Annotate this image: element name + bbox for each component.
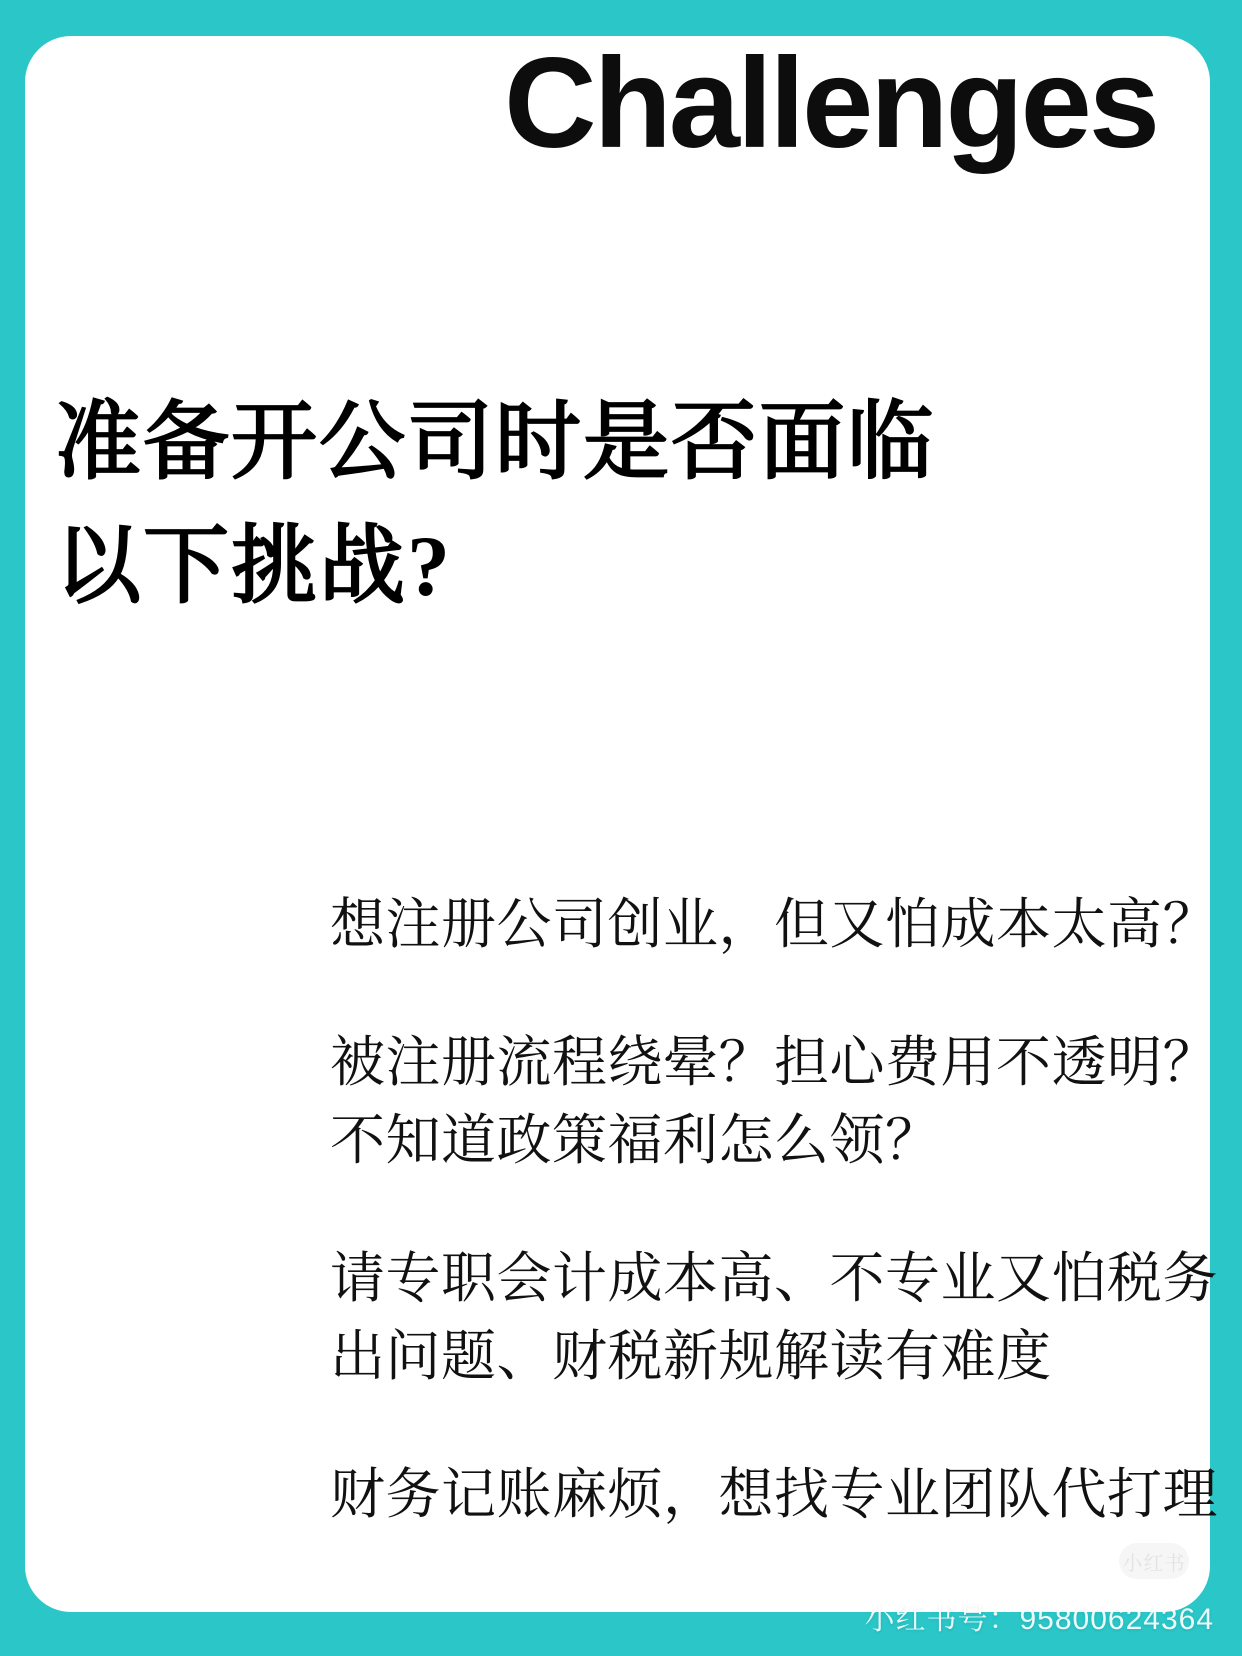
paragraph-line: 被注册流程绕晕？担心费用不透明？: [330, 1031, 1219, 1093]
challenge-paragraph-1: [330, 885, 1218, 963]
main-heading: [55, 380, 935, 628]
paragraph-line: 出问题、财税新规解读有难度: [330, 1325, 1052, 1387]
paragraph-line: 请专职会计成本高、不专业又怕税务: [330, 1247, 1219, 1309]
page-title: Challenges: [504, 32, 1157, 175]
challenge-paragraph-4: [330, 1455, 1218, 1533]
xiaohongshu-account-watermark: 小红书号：95800624364: [864, 1603, 1214, 1636]
challenge-paragraph-3: [330, 1239, 1218, 1395]
paragraph-line: 不知道政策福利怎么领？: [330, 1109, 941, 1171]
heading-line-1: 准备开公司时是否面临: [55, 394, 935, 490]
xiaohongshu-logo-watermark: 小红书: [1119, 1543, 1189, 1579]
paragraph-line: 财务记账麻烦，想找专业团队代打理: [330, 1463, 1219, 1525]
heading-line-2: 以下挑战?: [55, 518, 452, 614]
challenge-paragraph-2: [330, 1023, 1218, 1179]
paragraph-line: 想注册公司创业，但又怕成本太高？: [330, 893, 1219, 955]
challenge-list: [330, 885, 1218, 1593]
